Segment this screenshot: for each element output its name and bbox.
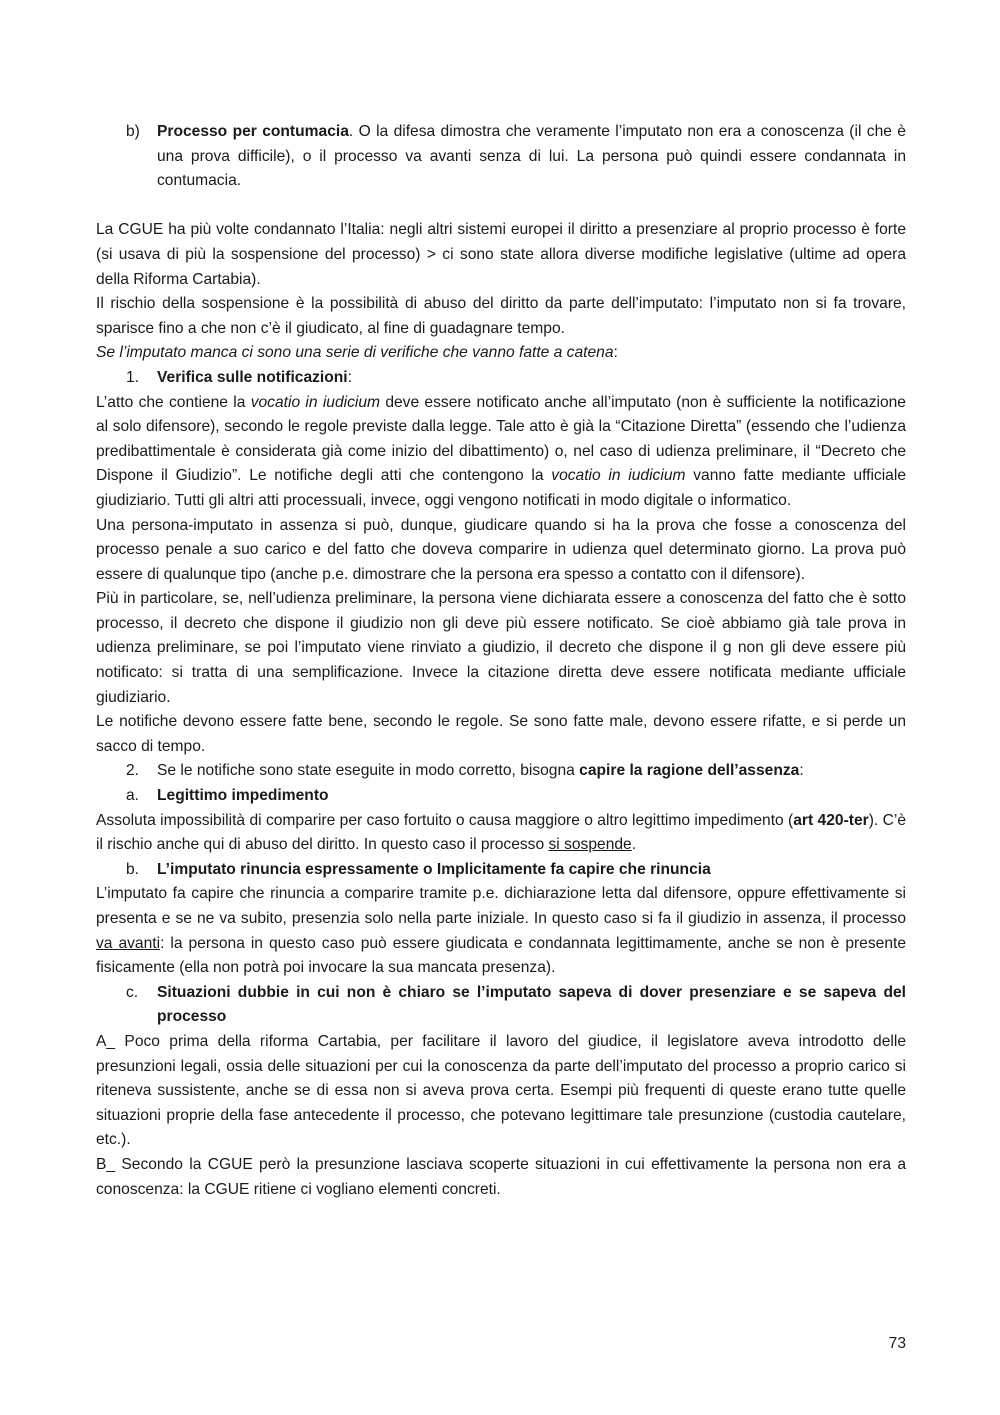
text-run: Assoluta impossibilità di comparire per caso fortuito o causa maggiore o altro legittimo impedimento ( <box>96 811 794 829</box>
item-title: Verifica sulle notificazioni <box>157 368 348 386</box>
item-title: L’imputato rinuncia espressamente o Implicitamente fa capire che rinuncia <box>157 860 711 878</box>
text-run: L’atto che contiene la <box>96 393 251 411</box>
italic-text: vocatio in iudicium <box>250 393 381 411</box>
list-marker: 1. <box>126 368 140 386</box>
list-item-1-notificazioni <box>96 366 906 391</box>
paragraph-persona: Una persona-imputato in assenza si può, dunque, giudicare quando si ha la prova che fosse a conoscenza del processo penale a suo carico e del fatto che doveva comparire in udienza quel determinato giorno. La prova può essere di qualunque tipo (anche p.e. dimostrare che la persona era spesso a contatto con il difensore). <box>96 516 906 583</box>
paragraph-rinuncia <box>96 882 906 980</box>
underlined-text: va avanti <box>96 934 161 952</box>
underlined-text: si sospende <box>548 836 632 854</box>
paragraph-B: B_ Secondo la CGUE però la presunzione lasciava scoperte situazioni in cui effettivamente la persona non era a conoscenza: la CGUE ritiene ci vogliano elementi concreti. <box>96 1155 906 1198</box>
paragraph-assoluta <box>96 809 906 858</box>
page-number: 73 <box>888 1335 906 1352</box>
paragraph-cgue: La CGUE ha più volte condannato l’Italia: negli altri sistemi europei il diritto a presenziare al proprio processo è forte (si usava di più la sospensione del processo) > ci sono state allora diverse modifiche legislative (ultime ad opera della Riforma Cartabia). <box>96 221 906 288</box>
list-marker: 2. <box>126 762 140 780</box>
paragraph-notifiche: Le notifiche devono essere fatte bene, secondo le regole. Se sono fatte male, devono essere rifatte, e si perde un sacco di tempo. <box>96 713 906 755</box>
item-title: Legittimo impedimento <box>157 787 329 805</box>
text-run: ). C’è il rischio anche qui di abuso del diritto. In questo caso il processo <box>96 811 906 854</box>
text-run: vanno fatte mediante ufficiale giudiziario. Tutti gli altri atti processuali, invece, oggi vengono notificati in modo digitale o informatico. <box>96 467 906 509</box>
italic-text: vocatio in iudicium <box>551 467 686 485</box>
list-marker: b. <box>126 860 140 878</box>
text-run: Se le notifiche sono state eseguite in modo corretto, bisogna <box>157 762 580 780</box>
list-marker: a. <box>126 787 140 805</box>
text-run: : la persona in questo caso può essere giudicata e condannata legittimamente, anche se non è presente fisicamente (ella non potrà poi invocare la sua mancata presenza). <box>96 934 907 977</box>
text-tail: : <box>799 762 804 780</box>
list-marker: b) <box>126 123 140 140</box>
item-title: Processo per contumacia <box>157 123 349 140</box>
item-text: . O la difesa dimostra che veramente l’imputato non era a conoscenza (il che è una prova difficile), o il processo va avanti senza di lui. La persona può quindi essere condannata in contumacia. <box>157 123 906 190</box>
list-item-c-dubbie <box>96 981 906 1030</box>
paragraph-verifiche <box>96 341 906 366</box>
text-run: deve essere notificato anche all’imputato (non è sufficiente la notificazione al solo difensore), secondo le regole previste dalla legge. Tale atto è già la “Citazione Diretta” (essendo che l’udienza predibattimentale è considerata già come inizio del dibattimento) o, nel caso di udienza preliminare, il “Decreto che Dispone il Giudizio”. Le notifiche degli atti che contengono la <box>96 393 906 485</box>
bold-text: art 420-ter <box>793 811 869 829</box>
list-item-2-ragione <box>96 759 906 784</box>
list-marker: c. <box>126 983 139 1001</box>
list-item-b-contumacia <box>96 120 906 194</box>
item-title: Situazioni dubbie in cui non è chiaro se l’imputato sapeva di dover presenziare e se sapeva del processo <box>157 983 906 1026</box>
paragraph-rischio: Il rischio della sospensione è la possibilità di abuso del diritto da parte dell’imputato: l’imputato non si fa trovare, sparisce fino a che non c’è il giudicato, al fine di guadagnare tempo. <box>96 295 906 337</box>
bold-text: capire la ragione dell’assenza <box>579 762 800 780</box>
document-page <box>96 120 906 1202</box>
text-run: L’imputato fa capire che rinuncia a comparire tramite p.e. dichiarazione letta dal difensore, oppure effettivamente si presenta e se ne va subito, presenzia solo nella parte iniziale. In questo caso si fa il giudizio in assenza, il processo <box>96 885 906 927</box>
paragraph-atto <box>96 391 906 514</box>
list-item-a-impedimento <box>96 784 906 809</box>
paragraph-A: A_ Poco prima della riforma Cartabia, per facilitare il lavoro del giudice, il legislatore aveva introdotto delle presunzioni legali, ossia delle situazioni per cui la conoscenza da parte dell’imputato del processo a proprio carico si riteneva sussistente, anche se di essa non si aveva prova certa. Esempi più frequenti di queste erano tutte quelle situazioni proprie della fase antecedente il processo, che potevano legittimare tale presunzione (custodia cautelare, etc.). <box>96 1032 906 1149</box>
text-tail: : <box>613 344 618 362</box>
italic-text: Se l’imputato manca ci sono una serie di verifiche che vanno fatte a catena <box>96 344 614 362</box>
list-item-b-rinuncia <box>96 858 906 883</box>
paragraph-piu: Più in particolare, se, nell’udienza preliminare, la persona viene dichiarata essere a conoscenza del fatto che è sotto processo, il decreto che dispone il giudizio non gli deve più essere notificato. Se cioè abbiamo già tale prova in udienza preliminare, se poi l’imputato viene rinviato a giudizio, il decreto che dispone il g non gli deve essere più notificato: si tratta di una semplificazione. Invece la citazione diretta deve essere notificata mediante ufficiale giudiziario. <box>96 590 906 706</box>
text-run: . <box>631 836 637 854</box>
text-tail: : <box>347 368 352 386</box>
